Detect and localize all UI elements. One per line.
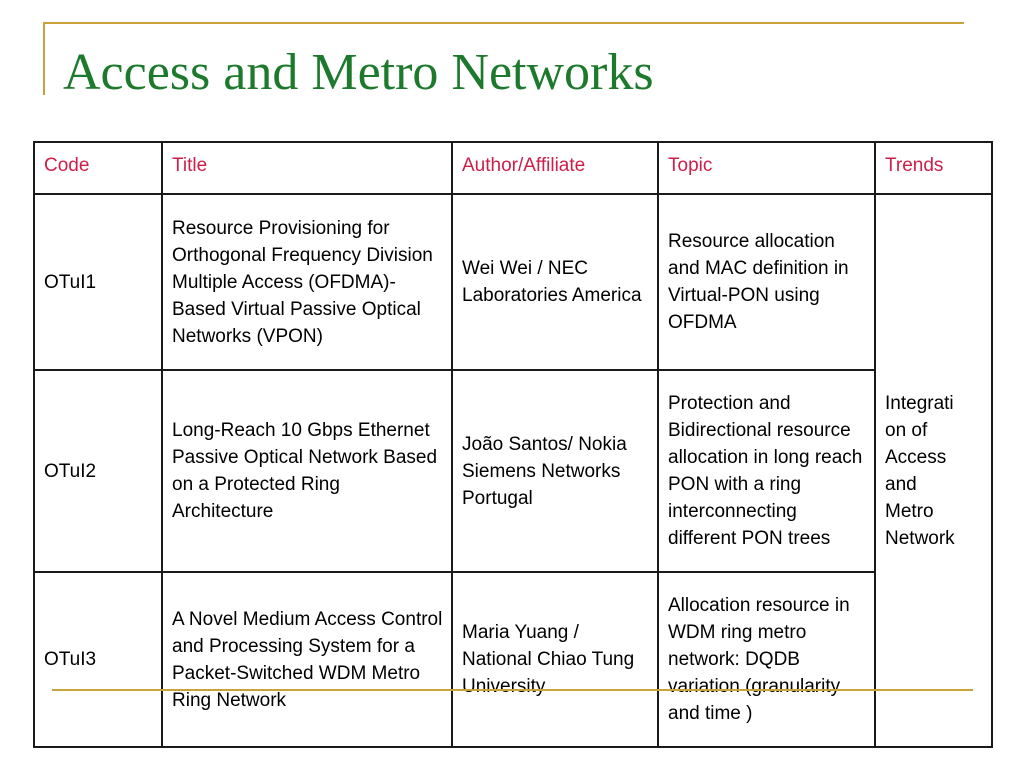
slide-title: Access and Metro Networks [63,44,654,101]
header-trends: Trends [875,142,992,194]
accent-line [52,689,973,691]
cell-title: Resource Provisioning for Orthogonal Frequency Division Multiple Access (OFDMA)-Based Virtual Passive Optical Networks (VPON) [162,194,452,370]
table-row [34,370,992,572]
cell-topic: Allocation resource in WDM ring metro network: DQDB variation (granularity and time ) [658,572,875,747]
frame-left-line [43,22,45,95]
cell-title: Long-Reach 10 Gbps Ethernet Passive Optical Network Based on a Protected Ring Architecture [162,370,452,572]
header-code: Code [34,142,162,194]
cell-author: Wei Wei / NEC Laboratories America [452,194,658,370]
cell-author: João Santos/ Nokia Siemens Networks Portugal [452,370,658,572]
table-row [34,194,992,370]
cell-trends: Integrati on of Access and Metro Network [875,194,992,747]
header-author: Author/Affiliate [452,142,658,194]
cell-code: OTuI3 [34,572,162,747]
cell-code: OTuI2 [34,370,162,572]
cell-author: Maria Yuang / National Chiao Tung University [452,572,658,747]
table-row [34,572,992,747]
cell-title: A Novel Medium Access Control and Processing System for a Packet-Switched WDM Metro Ring Network [162,572,452,747]
cell-topic: Protection and Bidirectional resource allocation in long reach PON with a ring interconnecting different PON trees [658,370,875,572]
cell-topic: Resource allocation and MAC definition in Virtual-PON using OFDMA [658,194,875,370]
frame-top-line [43,22,964,24]
table-header-row [34,142,992,194]
papers-table [33,141,993,748]
header-topic: Topic [658,142,875,194]
header-title: Title [162,142,452,194]
cell-code: OTuI1 [34,194,162,370]
